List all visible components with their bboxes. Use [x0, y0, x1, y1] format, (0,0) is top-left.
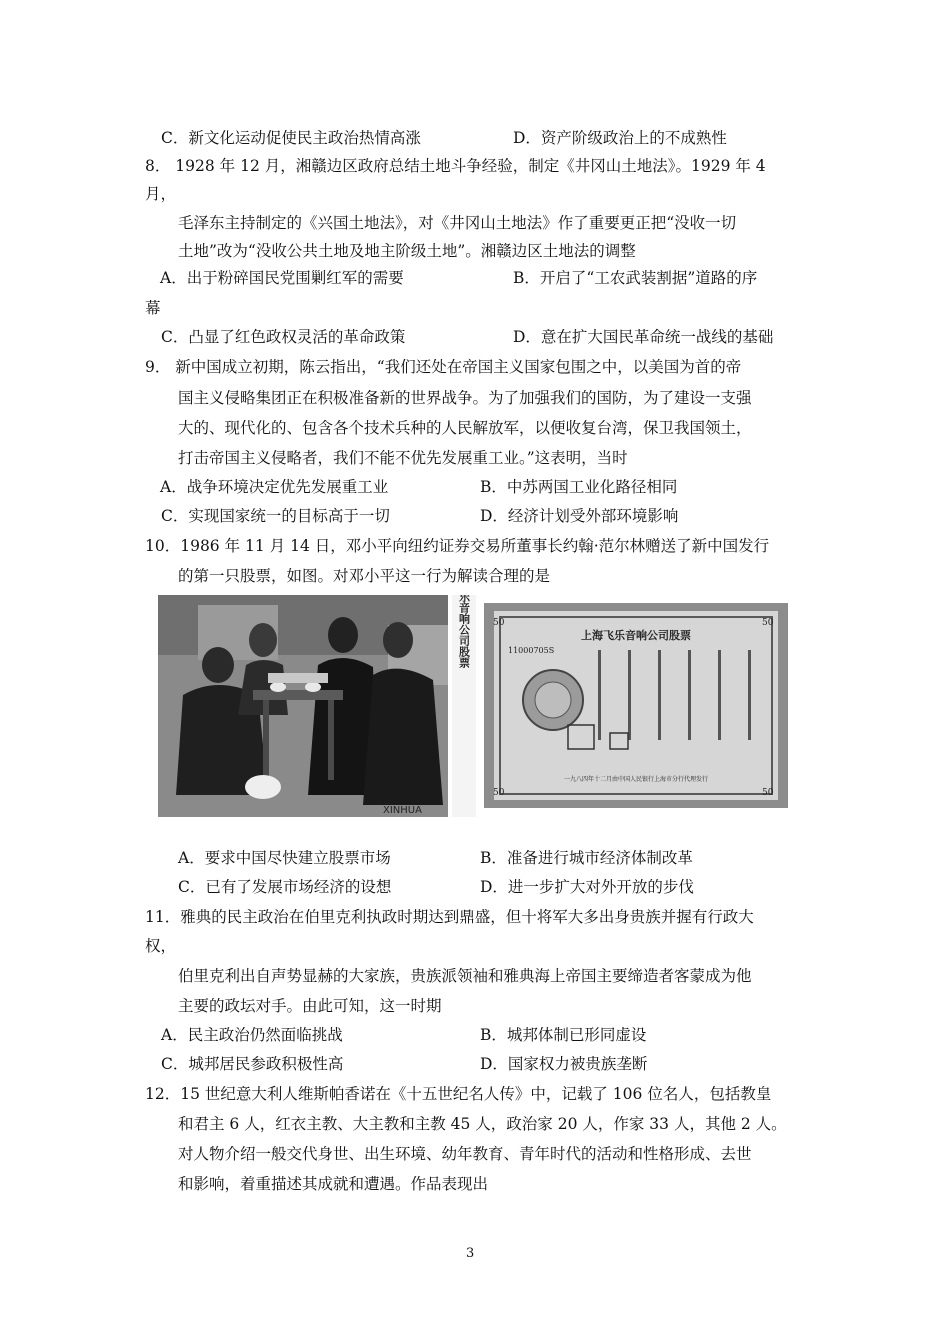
q8-option-a[interactable]: A．出于粉碎国民党围剿红军的需要 [160, 269, 404, 287]
q9-stem-line-2: 国主义侵略集团正在积极准备新的世界战争。为了加强我们的国防，为了建设一支强 [178, 389, 752, 407]
q11-stem-line-3: 伯里克利出自声势显赫的大家族，贵族派领袖和雅典海上帝国主要缔造者客蒙成为他 [178, 967, 752, 985]
q10-photo [158, 595, 448, 817]
q10-option-b[interactable]: B．准备进行城市经济体制改革 [480, 849, 693, 867]
q11-stem-line-2: 权， [145, 937, 177, 955]
q8-stem-line-1: 8． 1928 年 12 月，湘赣边区政府总结土地斗争经验，制定《井冈山土地法》。1929 年 4 [145, 157, 766, 175]
q10-cert-value-2: 50 [762, 618, 774, 628]
q11-option-d[interactable]: D．国家权力被贵族垄断 [480, 1055, 648, 1073]
q10-cert-title: 上海飞乐音响公司股票 [581, 629, 691, 642]
q11-option-a[interactable]: A．民主政治仍然面临挑战 [161, 1026, 343, 1044]
q12-stem-line-3: 对人物介绍一般交代身世、出生环境、幼年教育、青年时代的活动和性格形成、去世 [178, 1145, 752, 1163]
q7-option-d[interactable]: D．资产阶级政治上的不成熟性 [513, 129, 727, 147]
q10-side-strip [452, 595, 476, 817]
q9-stem-line-3: 大的、现代化的、包含各个技术兵种的人民解放军，以便收复台湾，保卫我国领土， [178, 419, 752, 437]
q9-option-b[interactable]: B．中苏两国工业化路径相同 [480, 478, 678, 496]
q8-stem-line-4: 土地”改为“没收公共土地及地主阶级土地”。湘赣边区土地法的调整 [178, 242, 636, 260]
q10-option-c[interactable]: C．已有了发展市场经济的设想 [178, 878, 392, 896]
q10-photo-caption: XINHUA [383, 805, 422, 816]
q8-option-d[interactable]: D．意在扩大国民革命统一战线的基础 [513, 328, 774, 346]
q11-stem-line-4: 主要的政坛对手。由此可知，这一时期 [178, 997, 442, 1015]
q10-stem-line-2: 的第一只股票，如图。对邓小平这一行为解读合理的是 [178, 567, 551, 585]
q10-option-d[interactable]: D．进一步扩大对外开放的步伐 [480, 878, 694, 896]
q9-stem-line-1: 9． 新中国成立初期，陈云指出，“我们还处在帝国主义国家包围之中，以美国为首的帝 [145, 358, 742, 376]
q9-option-c[interactable]: C．实现国家统一的目标高于一切 [161, 507, 390, 525]
q10-figure-image [158, 595, 790, 823]
q11-option-c[interactable]: C．城邦居民参政积极性高 [161, 1055, 344, 1073]
q10-cert-value-4: 50 [762, 788, 774, 798]
q12-stem-line-2: 和君主 6 人，红衣主教、大主教和主教 45 人，政治家 20 人，作家 33 人，其他 2 人。 [178, 1115, 787, 1133]
q9-option-d[interactable]: D．经济计划受外部环境影响 [480, 507, 679, 525]
q9-option-a[interactable]: A．战争环境决定优先发展重工业 [160, 478, 389, 496]
q10-figure [158, 595, 790, 823]
q10-option-a[interactable]: A．要求中国尽快建立股票市场 [178, 849, 391, 867]
q8-option-b[interactable]: B．开启了“工农武装割据”道路的序 [513, 269, 758, 287]
q10-side-text: 上海飞乐音响公司股票 [457, 595, 471, 668]
q10-cert-value-1: 50 [493, 618, 505, 628]
q8-stem-line-2: 月， [145, 185, 177, 203]
q11-option-b[interactable]: B．城邦体制已形同虚设 [480, 1026, 647, 1044]
q9-stem-line-4: 打击帝国主义侵略者，我们不能不优先发展重工业。”这表明，当时 [178, 449, 628, 467]
q10-stock-certificate [484, 603, 788, 808]
q11-stem-line-1: 11．雅典的民主政治在伯里克利执政时期达到鼎盛，但十将军大多出身贵族并握有行政大 [145, 908, 754, 926]
q12-stem-line-1: 12．15 世纪意大利人维斯帕香诺在《十五世纪名人传》中，记载了 106 位名人，包括教皇 [145, 1085, 772, 1103]
q8-option-b-cont: 幕 [145, 299, 161, 317]
q8-option-c[interactable]: C．凸显了红色政权灵活的革命政策 [161, 328, 406, 346]
q7-option-c[interactable]: C．新文化运动促使民主政治热情高涨 [161, 129, 421, 147]
q8-stem-line-3: 毛泽东主持制定的《兴国土地法》，对《井冈山土地法》作了重要更正把“没收一切 [178, 214, 737, 232]
q10-cert-footer: 一九八四年十二月由中国人民银行上海市分行代理发行 [563, 776, 709, 783]
q10-stem-line-1: 10．1986 年 11 月 14 日，邓小平向纽约证券交易所董事长约翰·范尔林赠送了新中国发行 [145, 537, 770, 555]
q10-cert-value-3: 50 [493, 788, 505, 798]
page-number: 3 [466, 1246, 475, 1261]
q10-cert-number: 11000705S [508, 646, 555, 655]
q12-stem-line-4: 和影响，着重描述其成就和遭遇。作品表现出 [178, 1175, 489, 1193]
